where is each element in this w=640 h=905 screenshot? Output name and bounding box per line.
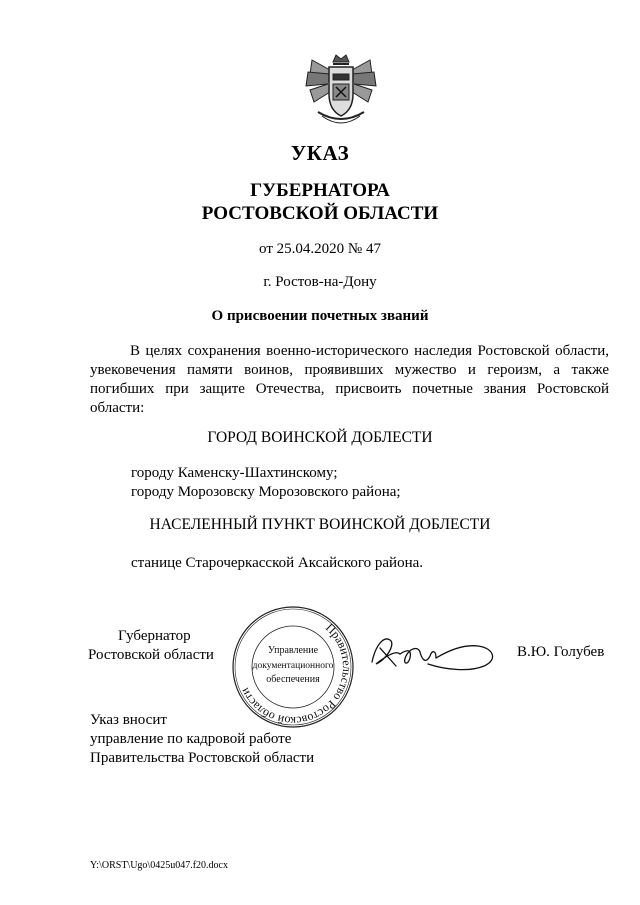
introduced-by-line-2: управление по кадровой работе: [90, 731, 292, 747]
file-path: Y:\ORST\Ugo\0425u047.f20.docx: [90, 860, 228, 871]
signer-position-line-2: Ростовской области: [88, 647, 214, 663]
signer-position-line-1: Губернатор: [118, 628, 191, 644]
stamp-ring-text: Правительство Ростовской области: [237, 620, 355, 729]
introduced-by-line-1: Указ вносит: [90, 712, 167, 728]
signer-name: В.Ю. Голубев: [517, 644, 605, 660]
section-list-city: [131, 464, 401, 502]
section-heading-city: ГОРОД ВОИНСКОЙ ДОБЛЕСТИ: [207, 429, 433, 446]
list-item: городу Морозовску Морозовского района;: [131, 484, 401, 500]
city-line: г. Ростов-на-Дону: [263, 274, 377, 290]
issuer-line-1: ГУБЕРНАТОРА: [250, 180, 390, 201]
list-item: станице Старочеркасской Аксайского района.: [131, 555, 424, 571]
body-paragraph: В целях сохранения военно-исторического наследия Ростовской области, увековечения памяти воинов, проявивших мужество и героизм, а также погибших при защите Отечества, присвоить почетные звания Ростовской области:: [90, 343, 609, 416]
subject-heading: О присвоении почетных званий: [211, 308, 429, 324]
section-heading-settlement: НАСЕЛЕННЫЙ ПУНКТ ВОИНСКОЙ ДОБЛЕСТИ: [149, 516, 491, 533]
section-list-settlement: [131, 555, 423, 572]
stamp-inner-line-3: обеспечения: [266, 674, 320, 685]
issuer-line-2: РОСТОВСКОЙ ОБЛАСТИ: [201, 203, 439, 224]
list-item: городу Каменску-Шахтинскому;: [131, 465, 338, 481]
stamp-inner-line-2: документационного: [252, 661, 334, 671]
handwritten-signature: [366, 630, 498, 676]
stamp-inner-line-1: Управление: [267, 645, 319, 656]
coat-of-arms-icon: [300, 52, 382, 130]
date-number: от 25.04.2020 № 47: [259, 241, 381, 257]
signer-position: [88, 627, 238, 665]
introduced-by-line-3: Правительства Ростовской области: [90, 750, 315, 766]
document-title: УКАЗ: [290, 141, 350, 165]
introduced-by: [90, 711, 314, 768]
